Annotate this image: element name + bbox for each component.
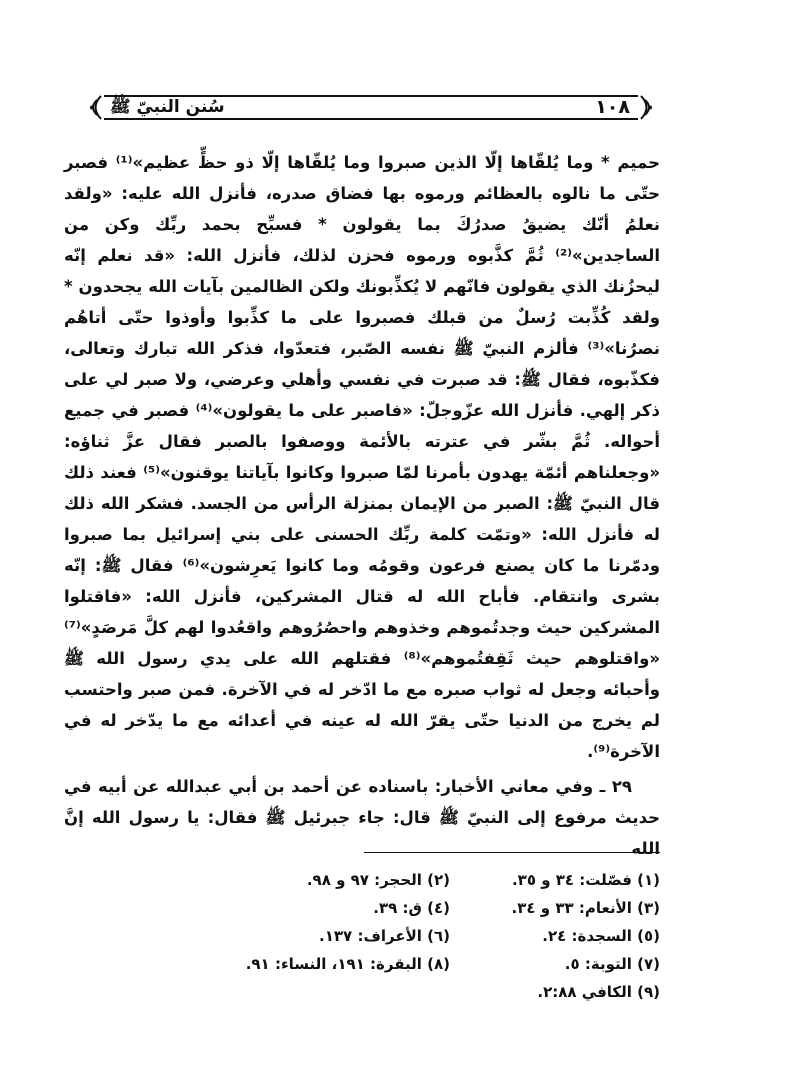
footnote-3: (٣) الأنعام: ٣٣ و ٣٤.: [511, 899, 660, 917]
page-number: ١٠٨: [595, 96, 630, 118]
main-text: [64, 147, 660, 864]
header-ornament-left-icon: [86, 95, 102, 120]
footnote-separator: [364, 852, 660, 853]
footnote-2: (٢) الحجر: ٩٧ و ٩٨.: [306, 871, 450, 889]
page-header: [86, 92, 656, 122]
footnote-9: (٩) الكافي ٢:٨٨.: [537, 983, 660, 1001]
header-ornament-right-icon: [640, 95, 656, 120]
paragraph: ٢٩ ـ وفي معاني الأخبار: باسناده عن أحمد بن أبي عبدالله عن أبيه في حديث مرفوع إلى النبيّ ﷺ قال: جاء جبرئيل ﷺ فقال: يا رسول الله إنَّ الله: [64, 777, 660, 858]
footnotes: [240, 868, 660, 1005]
footnote-5: (٥) السجدة: ٢٤.: [542, 927, 660, 945]
footnote-8: (٨) البقرة: ١٩١، النساء: ٩١.: [245, 955, 450, 973]
footnote-1: (١) فصّلت: ٣٤ و ٣٥.: [511, 871, 660, 889]
footnote-4: (٤) ق: ٣٩.: [373, 899, 450, 917]
header-rule-bottom: [104, 118, 638, 120]
paragraph: حميم * وما يُلقّاها إلّا الذين صبروا وما يُلقّاها إلّا ذو حظٍّ عظيم»⁽¹⁾ فصبر حتّى ما نالوه بالعظائم ورموه بها فضاق صدره، فأنزل الله عليه: «ولقد نعلمُ أنّك يضيقُ صدرُكَ بما يقولون * فسبِّح بحمد ربِّك وكن من الساجدين»⁽²⁾ ثُمَّ كذَّبوه ورموه فحزن لذلك، فأنزل الله: «قد نعلم إنّه ليحزُنك الذي يقولون فانّهم لا يُكذِّبونك ولكن الظالمين بآيات الله يجحدون * ولقد كُذِّبت رُسلٌ من قبلك فصبروا على ما كذِّبوا وأوذوا حتّى أتاهُم نصرُنا»⁽³⁾ فألزم النبيّ ﷺ نفسه الصّبر، فتعدّوا، فذكر الله تبارك وتعالى، فكذّبوه، فقال ﷺ: قد صبرت في نفسي وأهلي وعرضي، ولا صبر لي على ذكر إلهي. فأنزل الله عزّوجلّ: «فاصبر على ما يقولون»⁽⁴⁾ فصبر في جميع أحواله. ثُمَّ بشّر في عترته بالأئمة ووصفوا بالصبر فقال عزَّ ثناؤه: «وجعلناهم أئمّة يهدون بأمرنا لمّا صبروا وكانوا بآياتنا يوقنون»⁽⁵⁾ فعند ذلك قال النبيّ ﷺ: الصبر من الإيمان بمنزلة الرأس من الجسد. فشكر الله ذلك له فأنزل الله: «وتمّت كلمة ربِّك الحسنى على بني إسرائيل بما صبروا ودمّرنا ما كان يصنع فرعون وقومُه وما كانوا يَعرِشون»⁽⁶⁾ فقال ﷺ: إنّه بشرى وانتقام. فأباح الله له قتال المشركين، فأنزل الله: «فاقتلوا المشركين حيث وجدتُموهم وخذوهم واحصُرُوهم واقعُدوا لهم كلَّ مَرصَدٍ»⁽⁷⁾ «واقتلوهم حيث ثَقِفتُموهم»⁽⁸⁾ فقتلهم الله على يدي رسول الله ﷺ وأحبائه وجعل له ثواب صبره مع ما ادّخر له في الآخرة. فمن صبر واحتسب لم يخرج من الدنيا حتّى يقرّ الله له عينه في أعدائه مع ما يدّخر له في الآخرة⁽⁹⁾.: [64, 153, 661, 761]
running-title: سُنن النبيّ ﷺ: [110, 97, 225, 117]
footnote-6: (٦) الأعراف: ١٣٧.: [319, 927, 450, 945]
footnote-7: (٧) التوبة: ٥.: [564, 955, 660, 973]
